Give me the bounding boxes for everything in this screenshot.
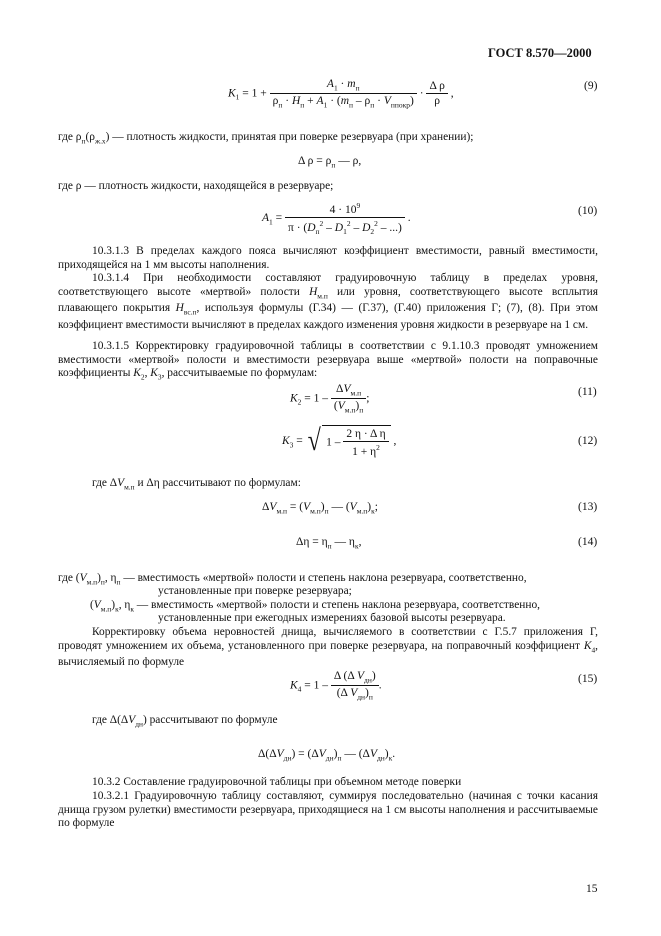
formula-10: $A_1$ = $\frac{4 \cdot 10^9}{\pi \cdot (D_п^2 - D_1^2 - D_2^2 - ...)}$ . bbox=[262, 201, 411, 236]
equation-number-12: (12) bbox=[578, 435, 598, 447]
paragraph-10-3-1-3: 10.3.1.3 В пределах каждого пояса вычисляют коэффициент вместимости, равный вместимости, приходящейся на 1 мм высоты наполнения. bbox=[58, 245, 598, 271]
formula-15: $K_4 = 1$ – $\frac{\Delta (\Delta V_{дн})}{(\Delta V_{дн})_п}$ . bbox=[290, 670, 382, 702]
definition-vmp-k: $(V_{м.п})_к$, $\eta_к$ — вместимость «мертвой» полости и степень наклона резервуара, соответственно, bbox=[90, 599, 541, 614]
section-10-3-2: 10.3.2 Составление градуировочной таблицы при объемном методе поверки bbox=[92, 776, 462, 788]
equation-number-10: (10) bbox=[578, 205, 598, 217]
equation-number-14: (14) bbox=[578, 536, 598, 548]
paragraph-10-3-2-1: 10.3.2.1 Градуировочную таблицу составляют, суммируя последовательно (начиная с точки касания днища грузом рулетки) вместимости резервуара, приходящиеся на 1 см высоты наполнения и рассчитываемые по формуле bbox=[58, 790, 598, 830]
paragraph-10-3-1-4: 10.3.1.4 При необходимости составляют градуировочную таблицу в пределах уровня, соответствующего высоте «мертвой» полости $H_{м.п}$ или уровня, соответствующего высоте всплытия плавающего покрытия $H_{вс.п}$, используя формулы (Г.34) — (Г.37), (Г.40) приложения Г; (7), (8). При этом коэффициент вместимости вычисляют в пределах каждого изменения уровня жидкости в резервуаре на 1 см. bbox=[58, 272, 599, 332]
definition-dv-deta: где $\Delta V_{м.п}$ и Δη рассчитывают по формулам: bbox=[92, 477, 301, 492]
definition-vmp-k-cont: установленные при ежегодных измерениях базовой высоты резервуара. bbox=[158, 612, 506, 624]
formula-11: $K_2 = 1$ – $\frac{\Delta V_{м.п}}{(V_{м.п})_п}$ ; bbox=[290, 383, 370, 415]
formula-d-dvdn: $\Delta(\Delta V_{дн}) = (\Delta V_{дн})_п$ — $(\Delta V_{дн})_к$. bbox=[258, 748, 396, 763]
formula-delta-rho: Δ $\rho = \rho_п$ — ρ, bbox=[298, 155, 362, 170]
equation-number-13: (13) bbox=[578, 501, 598, 513]
definition-vmp-p: где $(V_{м.п})_п$, $\eta_п$ — вместимость «мертвой» полости и степень наклона резервуара, соответственно, bbox=[58, 572, 527, 587]
document-header: ГОСТ 8.570—2000 bbox=[488, 46, 592, 60]
formula-13: $\Delta V_{м.п} = (V_{м.п})_п$ — $(V_{м.п})_к$; bbox=[262, 501, 378, 516]
paragraph-10-3-1-5: 10.3.1.5 Корректировку градуировочной таблицы в соответствии с 9.1.10.3 проводят умножением вместимости «мертвой» полости и вместимости резервуара выше «мертвой» полости на поправочные коэффициенты $K_2$, $K_3$, рассчитываемые по формулам: bbox=[58, 340, 598, 382]
definition-rho: где ρ — плотность жидкости, находящейся в резервуаре; bbox=[58, 180, 334, 192]
definition-vmp-p-cont: установленные при поверке резервуара; bbox=[158, 585, 352, 597]
formula-9: $K_1 = 1$ + $\frac{A_1 \cdot m_п}{\rho_п \cdot H_п + A_1 \cdot (m_п - \rho_п \cdot V_{ппокр})}$ · $\frac{\text{Δ ρ}}{\rho}$ , bbox=[228, 78, 454, 110]
definition-rho-p: где $\rho_п(\rho_{ж.х})$ — плотность жидкости, принятая при поверке резервуара (при хранении); bbox=[58, 131, 474, 146]
definition-d-dvdn: где $\Delta(\Delta V_{дн})$ рассчитывают по формуле bbox=[92, 714, 278, 729]
formula-12: $K_3$ = √ 1 – $\frac{\text{2 η · Δ η}}{1 + \eta^2}$ , bbox=[282, 424, 397, 458]
formula-14: $\Delta\eta = \eta_п$ — $\eta_к$, bbox=[296, 536, 362, 551]
equation-number-11: (11) bbox=[578, 386, 597, 398]
equation-number-15: (15) bbox=[578, 673, 598, 685]
page-number: 15 bbox=[586, 883, 598, 895]
equation-number-9: (9) bbox=[584, 80, 598, 92]
paragraph-bottom-correction: Корректировку объема неровностей днища, вычисляемого в соответствии с Г.5.7 приложения Г, проводят умножением их объема, установленного при поверке резервуара, на поправочный коэффициент $K_4$, вычисляемый по формуле bbox=[58, 626, 598, 669]
